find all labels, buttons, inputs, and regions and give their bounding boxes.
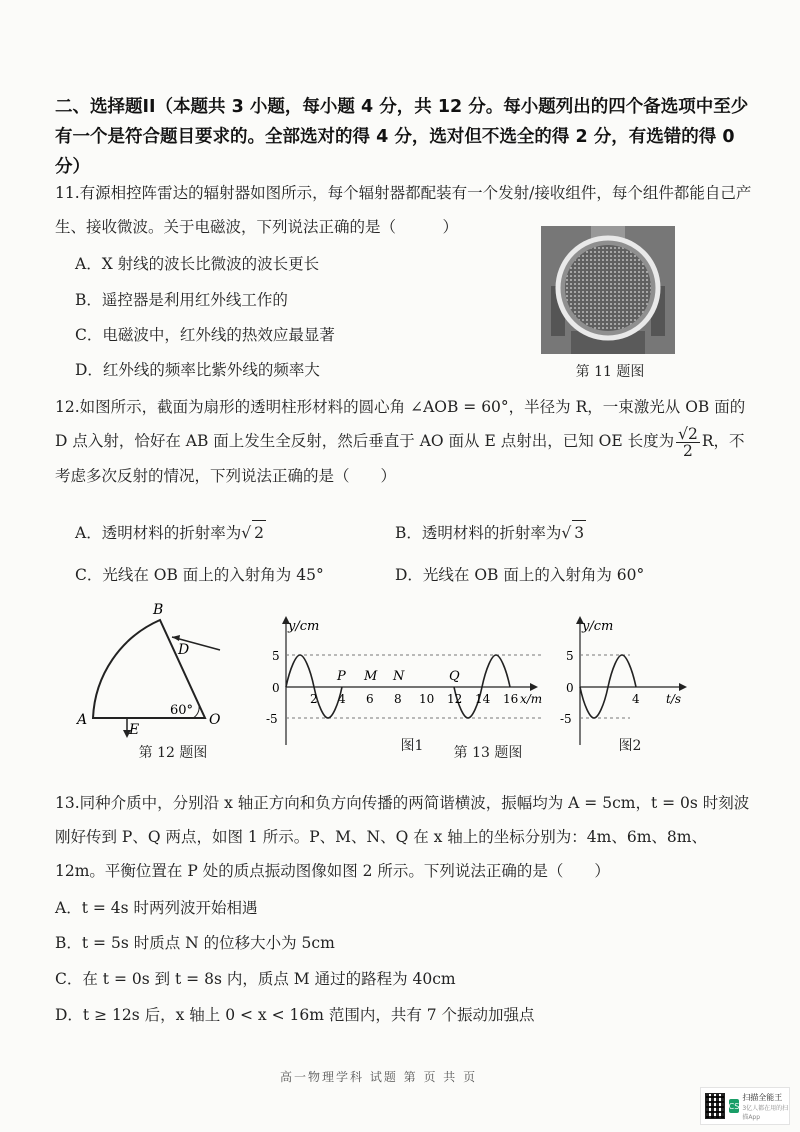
label-a: A xyxy=(77,712,88,728)
fig1-tick-6: 6 xyxy=(366,692,374,706)
oe-length-fraction xyxy=(676,426,700,459)
q12-option-a-value: 2 xyxy=(252,520,266,545)
q11-figure-caption: 第 11 题图 xyxy=(575,364,645,380)
q13-fig1-caption: 图1 xyxy=(400,738,424,754)
fig1-xlabel: x/m xyxy=(520,692,543,706)
q12-option-b-label: B．透明材料的折射率为 xyxy=(395,524,562,542)
fig1-ymax-label: 5 xyxy=(272,649,280,663)
q12-option-a xyxy=(75,520,266,545)
q12-option-b-value: 3 xyxy=(572,520,586,545)
label-o: O xyxy=(209,712,221,728)
fig1-ymin-label: -5 xyxy=(266,712,278,726)
sqrt-symbol: √ xyxy=(561,524,572,542)
page-footer: 高一物理学科 试题 第 页 共 页 xyxy=(280,1070,478,1084)
point-p: P xyxy=(337,669,346,684)
fig2-x-arrow xyxy=(679,683,687,691)
fig2-ylabel: y/cm xyxy=(582,619,614,634)
sqrt-symbol: √ xyxy=(241,524,252,542)
fig1-tick-10: 10 xyxy=(419,692,435,706)
q13-option-a: A．t = 4s 时两列波开始相遇 xyxy=(55,899,258,917)
scanner-watermark xyxy=(700,1087,790,1125)
q12-sector-figure xyxy=(75,598,235,746)
label-d: D xyxy=(178,642,190,658)
point-m: M xyxy=(364,669,378,684)
q13-fig2-vibration-graph xyxy=(560,610,695,750)
q12-option-c: C．光线在 OB 面上的入射角为 45° xyxy=(75,566,324,584)
q12-stem-part2: R，不考虑多次反射的情况，下列说法正确的是（ ） xyxy=(55,432,745,485)
q12-figure-caption: 第 12 题图 xyxy=(138,745,208,761)
point-q: Q xyxy=(449,669,460,684)
fig1-tick-12: 12 xyxy=(447,692,463,706)
scanner-name: 扫描全能王 xyxy=(742,1092,783,1102)
fig2-xlabel: t/s xyxy=(666,692,682,706)
fig1-tick-2: 2 xyxy=(310,692,318,706)
label-angle: 60° xyxy=(170,703,194,718)
q12-option-b xyxy=(395,520,586,545)
q12-stem xyxy=(55,390,755,493)
q12-stem-part1: 12.如图所示，截面为扇形的透明柱形材料的圆心角 ∠AOB = 60°，半径为 R，一束激光从 OB 面的 D 点入射，恰好在 AB 面上发生全反射，然后垂直于 AO 面从 E 点射出，已知 OE 长度为 xyxy=(55,398,746,450)
fraction-numerator: √2 xyxy=(678,424,698,443)
point-n: N xyxy=(393,669,405,684)
q12-option-a-label: A．透明材料的折射率为 xyxy=(75,524,242,542)
q13-option-b: B．t = 5s 时质点 N 的位移大小为 5cm xyxy=(55,934,335,952)
label-e: E xyxy=(129,722,140,738)
q11-stem: 11.有源相控阵雷达的辐射器如图所示，每个辐射器都配装有一个发射/接收组件，每个组件都能自己产生、接收微波。关于电磁波，下列说法正确的是（ ） xyxy=(55,184,752,236)
fig1-tick-8: 8 xyxy=(394,692,402,706)
q13-option-c: C．在 t = 0s 到 t = 8s 内，质点 M 通过的路程为 40cm xyxy=(55,970,456,988)
q11-option-c: C．电磁波中，红外线的热效应最显著 xyxy=(75,326,335,344)
q13-fig2-caption: 图2 xyxy=(618,738,642,754)
scanner-text xyxy=(742,1092,789,1121)
fig1-tick-14: 14 xyxy=(475,692,491,706)
fig2-ymax-label: 5 xyxy=(566,649,574,663)
section-header: 二、选择题II（本题共 3 小题，每小题 4 分，共 12 分。每小题列出的四个备选项中至少有一个是符合题目要求的。全部选对的得 4 分，选对但不选全的得 2 分，有选错的得 0 分） xyxy=(55,97,749,177)
q11-option-b: B．遥控器是利用红外线工作的 xyxy=(75,291,288,309)
fig1-x-arrow xyxy=(530,683,538,691)
fig1-tick-16: 16 xyxy=(503,692,519,706)
q13-fig1-wave-graph xyxy=(266,610,551,750)
fig1-tick-4: 4 xyxy=(338,692,346,706)
fig2-origin-label: 0 xyxy=(566,681,574,695)
cs-logo-icon: CS xyxy=(729,1099,740,1113)
fig1-ylabel: y/cm xyxy=(288,619,320,634)
fig2-ymin-label: -5 xyxy=(560,712,572,726)
label-b: B xyxy=(153,602,164,618)
fraction-denominator: 2 xyxy=(683,441,693,460)
q12-option-d: D．光线在 OB 面上的入射角为 60° xyxy=(395,566,645,584)
radar-radiator-photo xyxy=(541,226,675,354)
q13-option-d: D．t ≥ 12s 后，x 轴上 0 < x < 16m 范围内，共有 7 个振动加强点 xyxy=(55,1006,535,1024)
q13-figure-caption: 第 13 题图 xyxy=(453,745,523,761)
scanner-subtitle: 3亿人都在用的扫描App xyxy=(742,1104,789,1121)
q11-option-a: A．X 射线的波长比微波的波长更长 xyxy=(75,255,320,273)
q11-option-d: D．红外线的频率比紫外线的频率大 xyxy=(75,361,320,379)
fig1-origin-label: 0 xyxy=(272,681,280,695)
angle-arc xyxy=(193,706,199,718)
qr-code-icon xyxy=(705,1093,725,1119)
q13-stem: 13.同种介质中，分别沿 x 轴正方向和负方向传播的两简谐横波，振幅均为 A = 5cm，t = 0s 时刻波刚好传到 P、Q 两点，如图 1 所示。P、M、N、Q 在 x 轴上的坐标分别为：4m、6m、8m、12m。平衡位置在 P 处的质点振动图像如图 2 所示。下列说法正确的是（ ） xyxy=(55,794,750,880)
fig2-tick-4: 4 xyxy=(632,692,640,706)
